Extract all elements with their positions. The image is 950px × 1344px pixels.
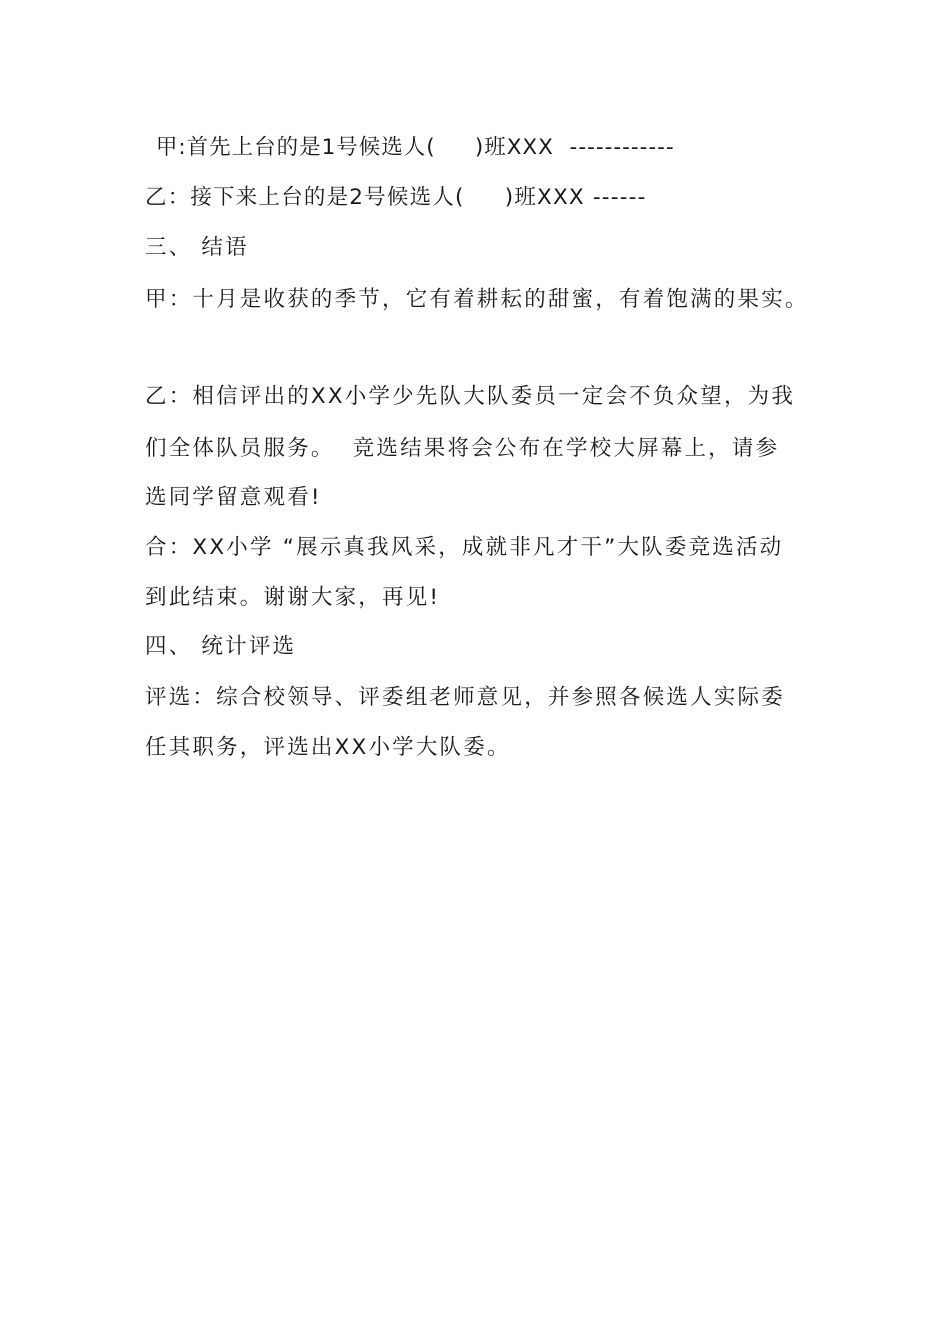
host-line-candidate-1: 甲:首先上台的是1号候选人( )班XXX ------------ (148, 135, 675, 160)
host-line-yi-closing-3: 选同学留意观看! (145, 485, 322, 510)
selection-line-1: 评选：综合校领导、评委组老师意见，并参照各候选人实际委 (145, 685, 785, 710)
host-line-candidate-2: 乙：接下来上台的是2号候选人( )班XXX ------ (145, 185, 647, 210)
selection-line-2: 任其职务，评选出XX小学大队委。 (145, 735, 511, 760)
host-line-together-1: 合：XX小学 “展示真我风采，成就非凡才干”大队委竞选活动 (145, 535, 784, 560)
section-heading-statistics: 四、 统计评选 (145, 634, 297, 659)
host-line-yi-closing-2: 们全体队员服务。 竞选结果将会公布在学校大屏幕上，请参 (145, 436, 780, 461)
host-line-jia-closing: 甲：十月是收获的季节，它有着耕耘的甜蜜，有着饱满的果实。 (145, 287, 809, 312)
section-heading-closing: 三、 结语 (145, 235, 249, 260)
host-line-yi-closing-1: 乙：相信评出的XX小学少先队大队委员一定会不负众望，为我 (145, 384, 796, 409)
host-line-together-2: 到此结束。谢谢大家，再见! (145, 585, 441, 610)
